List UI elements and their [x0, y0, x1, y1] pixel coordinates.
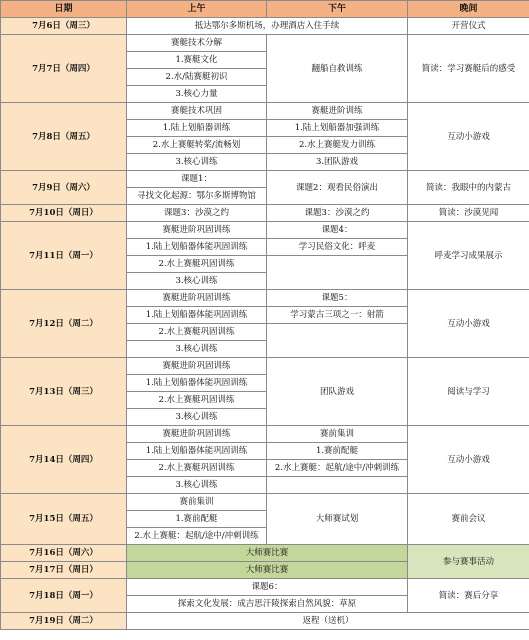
evening-cell: 赛前会议 [408, 494, 529, 545]
date-cell: 7月14日（周四） [1, 426, 127, 494]
am-line: 3.核心力量 [127, 86, 267, 103]
table-row [1, 579, 529, 596]
am-line: 3.核心训练 [127, 273, 267, 290]
table-row [1, 205, 529, 222]
pm-line: 3.团队游戏 [267, 154, 408, 171]
am-line: 赛艇进阶巩固训练 [127, 358, 267, 375]
date-cell: 7月17日（周日） [1, 562, 127, 579]
activity-cell: 返程（送机） [127, 613, 529, 630]
evening-cell: 互动小游戏 [408, 103, 529, 171]
header-date: 日期 [1, 1, 127, 18]
table-row [1, 545, 529, 562]
am-line: 赛艇进阶巩固训练 [127, 290, 267, 307]
am-line: 赛前集训 [127, 494, 267, 511]
pm-blank [267, 324, 408, 358]
pm-cell: 大师赛试划 [267, 494, 408, 545]
pm-cell: 团队游戏 [267, 358, 408, 426]
table-row [1, 222, 529, 239]
pm-line: 1.赛前配艇 [267, 443, 408, 460]
pm-line: 课题4： [267, 222, 408, 239]
pm-line: 2.水上赛艇：起航/途中/冲刺训练 [267, 460, 408, 477]
table-row [1, 494, 529, 511]
activity-cell: 抵达鄂尔多斯机场，办理酒店入住手续 [127, 18, 408, 35]
table-row [1, 426, 529, 443]
evening-cell: 参与赛事活动 [408, 545, 529, 579]
evening-cell: 简读：我眼中的内蒙古 [408, 171, 529, 205]
am-line: 1.陆上划船器体能巩固训练 [127, 375, 267, 392]
table-row [1, 35, 529, 52]
pm-line: 赛艇进阶训练 [267, 103, 408, 120]
am-line: 2.水上赛艇巩固训练 [127, 324, 267, 341]
table-row [1, 103, 529, 120]
header-row [1, 1, 529, 18]
date-cell: 7月10日（周日） [1, 205, 127, 222]
pm-line: 赛前集训 [267, 426, 408, 443]
table-row [1, 613, 529, 630]
am-line: 3.核心训练 [127, 409, 267, 426]
date-cell: 7月19日（周二） [1, 613, 127, 630]
activity-cell: 大师赛比赛 [127, 562, 408, 579]
date-cell: 7月7日（周四） [1, 35, 127, 103]
date-cell: 7月8日（周五） [1, 103, 127, 171]
am-line: 2.水上赛艇巩固训练 [127, 256, 267, 273]
evening-cell: 简读：沙漠见闻 [408, 205, 529, 222]
header-eve: 晚间 [408, 1, 529, 18]
pm-line: 学习民俗文化：呼麦 [267, 239, 408, 256]
am-line: 2.水上赛艇转桨/流畅划 [127, 137, 267, 154]
am-line: 1.陆上划船器体能巩固训练 [127, 307, 267, 324]
am-line: 2.水上赛艇巩固训练 [127, 392, 267, 409]
am-line: 课题1： [127, 171, 267, 188]
pm-blank [267, 477, 408, 494]
am-line: 3.核心训练 [127, 341, 267, 358]
activity-line: 探索文化发展：成吉思汗陵探索自然风貌：草原 [127, 596, 408, 613]
date-cell: 7月15日（周五） [1, 494, 127, 545]
pm-line: 课题5： [267, 290, 408, 307]
date-cell: 7月13日（周三） [1, 358, 127, 426]
date-cell: 7月16日（周六） [1, 545, 127, 562]
am-line: 1.陆上划船器体能巩固训练 [127, 443, 267, 460]
date-cell: 7月12日（周二） [1, 290, 127, 358]
pm-cell: 课题2：观看民俗演出 [267, 171, 408, 205]
pm-line: 2.水上赛艇发力训练 [267, 137, 408, 154]
table-row [1, 171, 529, 188]
date-cell: 7月18日（周一） [1, 579, 127, 613]
evening-cell: 简读：赛后分享 [408, 579, 529, 613]
evening-cell: 阅读与学习 [408, 358, 529, 426]
pm-blank [267, 256, 408, 290]
evening-cell: 呼麦学习成果展示 [408, 222, 529, 290]
evening-cell: 开营仪式 [408, 18, 529, 35]
pm-line: 1.陆上划船器加强训练 [267, 120, 408, 137]
am-line: 1.赛艇文化 [127, 52, 267, 69]
am-line: 3.核心训练 [127, 154, 267, 171]
am-line: 2.水/陆赛艇初识 [127, 69, 267, 86]
am-line: 1.陆上划船器训练 [127, 120, 267, 137]
am-line: 2.水上赛艇：起航/途中/冲刺训练 [127, 528, 267, 545]
pm-cell: 课题3：沙漠之约 [267, 205, 408, 222]
table-row [1, 18, 529, 35]
evening-cell: 互动小游戏 [408, 426, 529, 494]
am-line: 赛艇技术分解 [127, 35, 267, 52]
date-cell: 7月9日（周六） [1, 171, 127, 205]
table-row [1, 290, 529, 307]
pm-cell: 翻船自救训练 [267, 35, 408, 103]
am-line: 赛艇技术巩固 [127, 103, 267, 120]
table-row [1, 358, 529, 375]
am-line: 寻找文化起源：鄂尔多斯博物馆 [127, 188, 267, 205]
activity-cell: 大师赛比赛 [127, 545, 408, 562]
am-line: 赛艇进阶巩固训练 [127, 426, 267, 443]
header-am: 上午 [127, 1, 267, 18]
am-line: 1.陆上划船器体能巩固训练 [127, 239, 267, 256]
am-cell: 课题3：沙漠之约 [127, 205, 267, 222]
am-line: 1.赛前配艇 [127, 511, 267, 528]
header-pm: 下午 [267, 1, 408, 18]
am-line: 2.水上赛艇巩固训练 [127, 460, 267, 477]
date-cell: 7月11日（周一） [1, 222, 127, 290]
am-line: 赛艇进阶巩固训练 [127, 222, 267, 239]
activity-line: 课题6： [127, 579, 408, 596]
evening-cell: 互动小游戏 [408, 290, 529, 358]
evening-cell: 简读：学习赛艇后的感受 [408, 35, 529, 103]
pm-line: 学习蒙古三项之一：射箭 [267, 307, 408, 324]
am-line: 3.核心训练 [127, 477, 267, 494]
date-cell: 7月6日（周三） [1, 18, 127, 35]
